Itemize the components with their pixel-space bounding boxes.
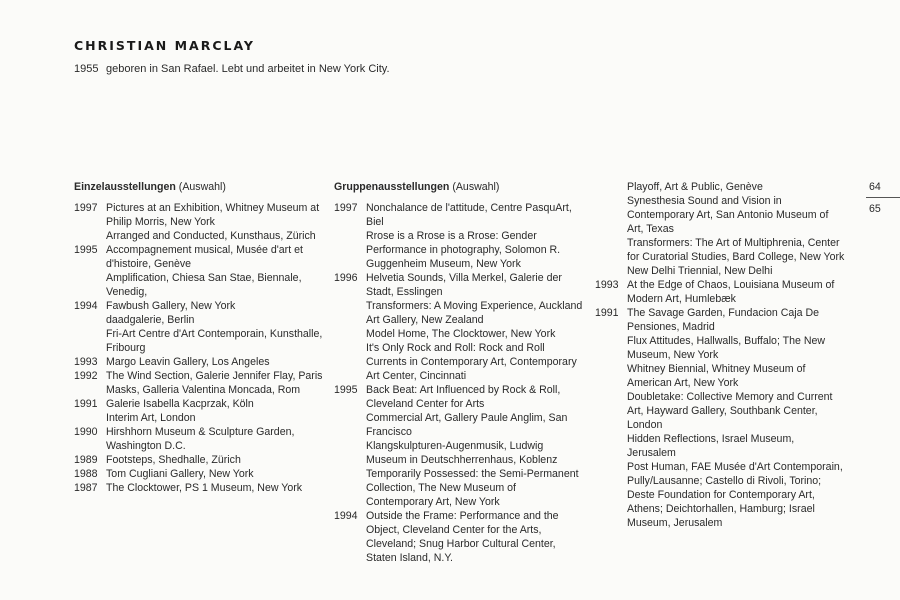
- exhibition-item: Amplification, Chiesa San Stae, Biennale, Venedig,: [106, 272, 302, 298]
- solo-heading-note: (Auswahl): [178, 181, 226, 193]
- exhibition-year-entry: [595, 180, 845, 278]
- exhibition-year-entry: [74, 453, 324, 467]
- exhibition-items: [366, 201, 584, 271]
- exhibition-item: Temporarily Possessed: the Semi-Permanent Collection, The New Museum of Contemporary Art, New York: [366, 468, 579, 508]
- exhibition-item: Interim Art, London: [106, 412, 196, 424]
- exhibition-year: 1993: [595, 279, 619, 291]
- exhibition-item: Masks, Galleria Valentina Moncada, Rom: [106, 384, 301, 396]
- exhibition-item: Footsteps, Shedhalle, Zürich: [106, 454, 241, 466]
- exhibition-year-entry: [74, 369, 324, 397]
- birth-text: geboren in San Rafael. Lebt und arbeitet in New York City.: [106, 63, 390, 75]
- exhibition-item: Pictures at an Exhibition, Whitney Museum at Philip Morris, New York: [106, 202, 320, 228]
- exhibition-year-entry: [74, 201, 324, 243]
- exhibition-item: The Wind Section, Galerie Jennifer Flay, Paris: [106, 370, 323, 382]
- exhibition-year: 1988: [74, 468, 98, 480]
- exhibition-year: 1997: [74, 202, 98, 214]
- exhibition-item: Arranged and Conducted, Kunsthaus, Zürich: [106, 230, 316, 242]
- exhibition-items: [366, 383, 584, 509]
- exhibition-year: 1995: [74, 244, 98, 256]
- exhibition-year: 1996: [334, 272, 358, 284]
- exhibition-item: Galerie Isabella Kacprzak, Köln: [106, 398, 254, 410]
- group-heading-title: Gruppenausstellungen: [334, 181, 450, 193]
- exhibition-item: Rrose is a Rrose is a Rrose: Gender Performance in photography, Solomon R. Guggenheim Museum, New York: [366, 230, 561, 270]
- exhibition-year: 1989: [74, 454, 98, 466]
- exhibition-items: [366, 509, 584, 565]
- exhibition-items: [106, 201, 324, 243]
- artist-name: CHRISTIAN MARCLAY: [74, 38, 255, 53]
- exhibition-item: Playoff, Art & Public, Genève: [627, 181, 763, 193]
- group-exhibitions-column: [334, 180, 584, 565]
- exhibition-year: [595, 180, 627, 278]
- solo-list: [74, 201, 324, 495]
- exhibition-item: Helvetia Sounds, Villa Merkel, Galerie der Stadt, Esslingen: [366, 272, 562, 298]
- exhibition-item: The Savage Garden, Fundacion Caja De Pensiones, Madrid: [627, 307, 819, 333]
- exhibition-items: [627, 180, 845, 278]
- exhibition-year: 1993: [74, 356, 98, 368]
- exhibition-year-entry: [595, 278, 845, 306]
- exhibition-year-entry: [74, 481, 324, 495]
- exhibition-item: At the Edge of Chaos, Louisiana Museum of Modern Art, Humlebæk: [627, 279, 835, 305]
- exhibition-items: [106, 453, 324, 467]
- exhibition-year-entry: [74, 397, 324, 425]
- exhibition-item: Doubletake: Collective Memory and Current Art, Hayward Gallery, Southbank Center, London: [627, 391, 833, 431]
- exhibition-items: [366, 271, 584, 383]
- exhibition-item: Nonchalance de l'attitude, Centre PasquArt, Biel: [366, 202, 572, 228]
- exhibition-year-entry: [74, 467, 324, 481]
- exhibition-year-entry: [595, 306, 845, 530]
- exhibition-items: [106, 481, 324, 495]
- exhibition-items: [106, 425, 324, 453]
- exhibition-year: 1990: [74, 426, 98, 438]
- exhibition-items: [627, 306, 845, 530]
- exhibition-items: [106, 243, 324, 299]
- exhibition-item: Fri-Art Centre d'Art Contemporain, Kunsthalle, Fribourg: [106, 328, 323, 354]
- page-number-left: 64: [866, 180, 900, 198]
- group-heading: [334, 180, 584, 194]
- exhibition-year: 1991: [74, 398, 98, 410]
- exhibition-items: [106, 369, 324, 397]
- exhibition-year-entry: [334, 509, 584, 565]
- exhibition-year-entry: [334, 201, 584, 271]
- group-exhibitions-continued-column: [595, 180, 845, 530]
- solo-heading-title: Einzelausstellungen: [74, 181, 176, 193]
- exhibition-item: Fawbush Gallery, New York: [106, 300, 236, 312]
- exhibition-item: daadgalerie, Berlin: [106, 314, 195, 326]
- page-number-right: 65: [869, 203, 881, 215]
- exhibition-item: Margo Leavin Gallery, Los Angeles: [106, 356, 270, 368]
- exhibition-year-entry: [74, 355, 324, 369]
- exhibition-item: Model Home, The Clocktower, New York: [366, 328, 556, 340]
- birth-line: [74, 63, 390, 75]
- group-list: [334, 201, 584, 565]
- exhibition-year-entry: [74, 243, 324, 299]
- exhibition-item: Post Human, FAE Musée d'Art Contemporain, Pully/Lausanne; Castello di Rivoli, Torino; Deste Foundation for Contemporary Art, Athens; Deichtorhallen, Hamburg; Israel Museum, Jerusalem: [627, 461, 843, 529]
- exhibition-item: Hidden Reflections, Israel Museum, Jerusalem: [627, 433, 795, 459]
- exhibition-item: Flux Attitudes, Hallwalls, Buffalo; The New Museum, New York: [627, 335, 826, 361]
- exhibition-item: Transformers: The Art of Multiphrenia, Center for Curatorial Studies, Bard College, New York: [627, 237, 845, 263]
- solo-exhibitions-column: [74, 180, 324, 495]
- exhibition-items: [106, 299, 324, 355]
- exhibition-item: It's Only Rock and Roll: Rock and Roll Currents in Contemporary Art, Contemporary Art Center, Cincinnati: [366, 342, 577, 382]
- exhibition-item: Klangskulpturen-Augenmusik, Ludwig Museum in Deutschherrenhaus, Koblenz: [366, 440, 558, 466]
- exhibition-item: Whitney Biennial, Whitney Museum of American Art, New York: [627, 363, 806, 389]
- exhibition-items: [106, 397, 324, 425]
- exhibition-items: [106, 467, 324, 481]
- page-numbers: [866, 180, 900, 217]
- exhibition-year-entry: [74, 425, 324, 453]
- exhibition-year: 1994: [334, 510, 358, 522]
- exhibition-year-entry: [74, 299, 324, 355]
- exhibition-year: 1994: [74, 300, 98, 312]
- exhibition-year: 1997: [334, 202, 358, 214]
- exhibition-item: Outside the Frame: Performance and the Object, Cleveland Center for the Arts, Cleveland; Snug Harbor Cultural Center, Staten Island, N.Y.: [366, 510, 559, 564]
- exhibition-year: 1987: [74, 482, 98, 494]
- exhibition-item: Hirshhorn Museum & Sculpture Garden, Washington D.C.: [106, 426, 295, 452]
- exhibition-item: Transformers: A Moving Experience, Auckland Art Gallery, New Zealand: [366, 300, 583, 326]
- exhibition-item: New Delhi Triennial, New Delhi: [627, 265, 773, 277]
- exhibition-items: [106, 355, 324, 369]
- exhibition-item: Tom Cugliani Gallery, New York: [106, 468, 254, 480]
- exhibition-year: 1991: [595, 307, 619, 319]
- group-continued-list: [595, 180, 845, 530]
- exhibition-year-entry: [334, 271, 584, 383]
- exhibition-item: Synesthesia Sound and Vision in Contemporary Art, San Antonio Museum of Art, Texas: [627, 195, 829, 235]
- exhibition-year: 1992: [74, 370, 98, 382]
- exhibition-item: The Clocktower, PS 1 Museum, New York: [106, 482, 303, 494]
- exhibition-year-entry: [334, 383, 584, 509]
- exhibition-items: [627, 278, 845, 306]
- solo-heading: [74, 180, 324, 194]
- group-heading-note: (Auswahl): [452, 181, 500, 193]
- birth-year: 1955: [74, 63, 99, 75]
- exhibition-year: 1995: [334, 384, 358, 396]
- exhibition-item: Commercial Art, Gallery Paule Anglim, San Francisco: [366, 412, 568, 438]
- exhibition-item: Accompagnement musical, Musée d'art et d'histoire, Genève: [106, 244, 303, 270]
- exhibition-item: Back Beat: Art Influenced by Rock & Roll, Cleveland Center for Arts: [366, 384, 561, 410]
